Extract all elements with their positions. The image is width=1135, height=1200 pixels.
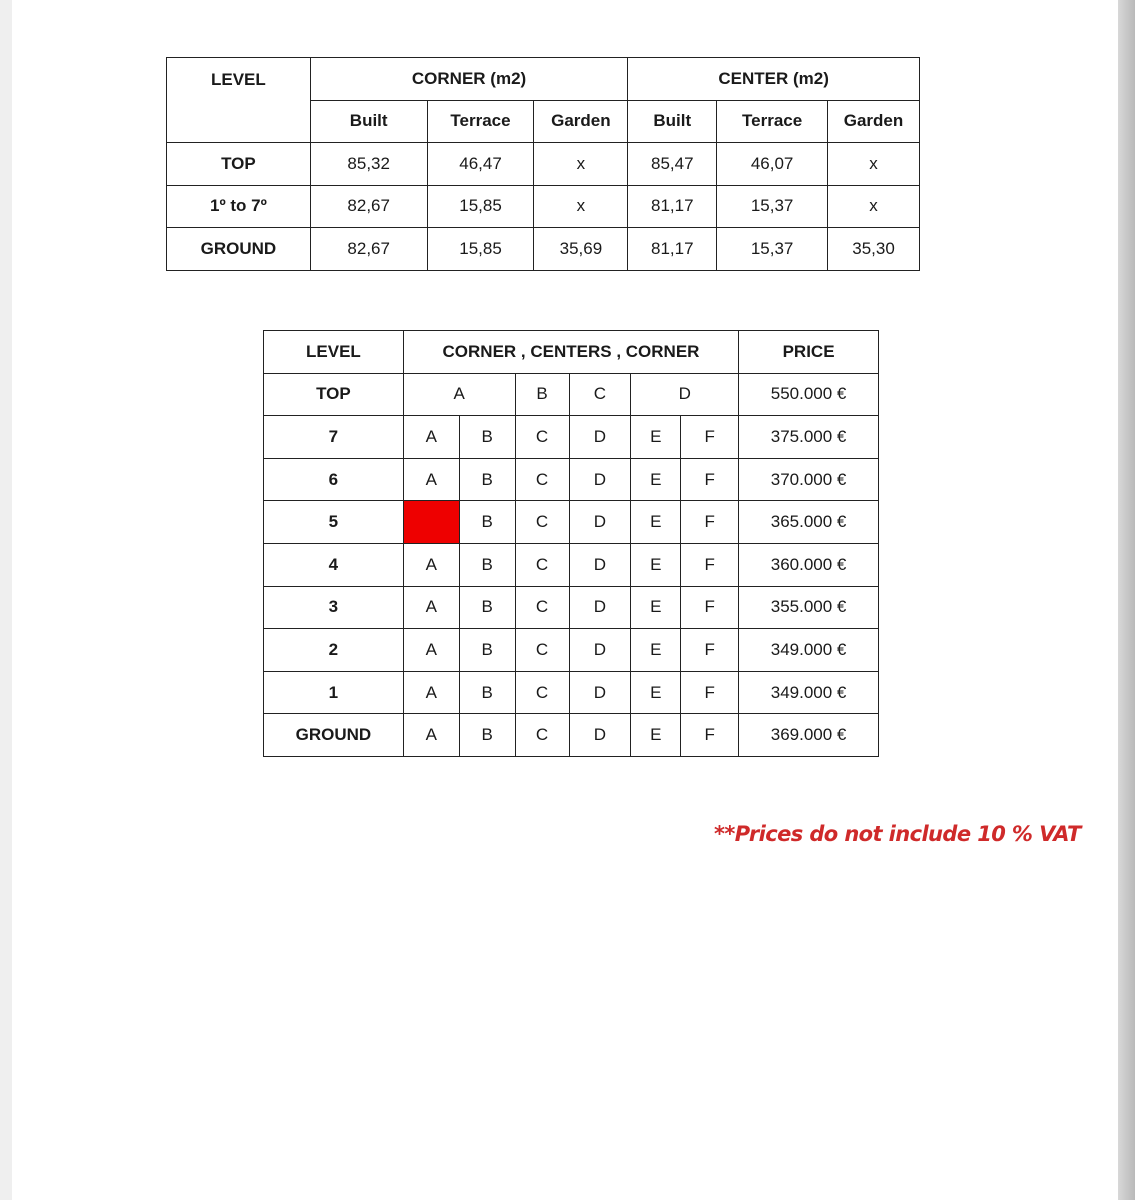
level-header: LEVEL [264,331,404,374]
scrollbar[interactable] [1118,0,1135,1200]
row-level: GROUND [264,714,404,757]
unit-cell: E [631,714,681,757]
column-header: Terrace [717,100,828,143]
price-cell: 360.000 € [739,543,879,586]
unit-cell: A [403,586,459,629]
unit-cell: D [631,373,739,416]
table-row [167,228,920,271]
unit-cell: C [569,373,631,416]
unit-cell: F [681,714,739,757]
unit-cell: E [631,629,681,672]
table-row [264,671,879,714]
unit-cell: C [515,671,569,714]
unit-cell: B [459,543,515,586]
column-header: Garden [534,100,628,143]
table-row [264,714,879,757]
table-cell: x [534,185,628,228]
table-row [167,143,920,186]
table-cell: 15,85 [427,228,534,271]
unit-cell: C [515,714,569,757]
price-cell: 349.000 € [739,629,879,672]
unit-cell: A [403,629,459,672]
unit-cell: B [459,629,515,672]
unit-cell: A [403,373,515,416]
unit-cell: B [459,586,515,629]
table-cell: 35,69 [534,228,628,271]
unit-cell: C [515,543,569,586]
unit-cell: A [403,543,459,586]
unit-cell: F [681,458,739,501]
unit-cell: D [569,714,631,757]
price-table [263,330,879,757]
price-header-row [264,331,879,374]
level-header: LEVEL [167,58,311,143]
price-cell: 355.000 € [739,586,879,629]
table-cell: 82,67 [310,185,427,228]
unit-cell: D [569,543,631,586]
unit-cell: E [631,416,681,459]
area-table [166,57,920,271]
unit-cell: F [681,416,739,459]
table-cell: x [828,143,920,186]
unit-cell: C [515,586,569,629]
price-cell: 550.000 € [739,373,879,416]
unit-cell: E [631,586,681,629]
unit-cell: B [459,416,515,459]
row-level: 6 [264,458,404,501]
table-cell: 46,47 [427,143,534,186]
row-level: TOP [167,143,311,186]
table-cell: 85,47 [628,143,717,186]
row-level: GROUND [167,228,311,271]
unit-cell: E [631,458,681,501]
unit-cell: B [459,501,515,544]
table-row [264,458,879,501]
unit-cell: D [569,629,631,672]
column-header: Terrace [427,100,534,143]
table-cell: 46,07 [717,143,828,186]
price-cell: 365.000 € [739,501,879,544]
price-cell: 349.000 € [739,671,879,714]
unit-cell: A [403,458,459,501]
column-header: Garden [828,100,920,143]
table-cell: 81,17 [628,185,717,228]
unit-cell: D [569,458,631,501]
row-level: 1º to 7º [167,185,311,228]
unit-cell: D [569,416,631,459]
price-cell: 370.000 € [739,458,879,501]
price-cell: 375.000 € [739,416,879,459]
unit-cell: F [681,671,739,714]
sold-unit-cell [403,501,459,544]
row-level: TOP [264,373,404,416]
table-row [264,629,879,672]
price-header: PRICE [739,331,879,374]
column-header: Built [310,100,427,143]
unit-cell: C [515,458,569,501]
column-header: Built [628,100,717,143]
table-cell: 15,37 [717,228,828,271]
row-level: 1 [264,671,404,714]
unit-cell: F [681,501,739,544]
unit-cell: E [631,543,681,586]
unit-cell: F [681,629,739,672]
unit-cell: F [681,586,739,629]
row-level: 4 [264,543,404,586]
table-row [264,543,879,586]
row-level: 3 [264,586,404,629]
area-header-row [167,58,920,101]
units-header: CORNER , CENTERS , CORNER [403,331,738,374]
unit-cell: A [403,671,459,714]
table-cell: 82,67 [310,228,427,271]
table-cell: 35,30 [828,228,920,271]
unit-cell: E [631,671,681,714]
unit-cell: B [515,373,569,416]
unit-cell: C [515,501,569,544]
unit-cell: B [459,458,515,501]
table-cell: 85,32 [310,143,427,186]
row-level: 2 [264,629,404,672]
table-row [264,586,879,629]
table-cell: x [534,143,628,186]
unit-cell: E [631,501,681,544]
vat-note: **Prices do not include 10 % VAT [714,822,1081,846]
table-cell: 15,85 [427,185,534,228]
price-cell: 369.000 € [739,714,879,757]
unit-cell: C [515,629,569,672]
unit-cell: D [569,586,631,629]
unit-cell: A [403,714,459,757]
table-cell: 15,37 [717,185,828,228]
unit-cell: D [569,671,631,714]
table-cell: x [828,185,920,228]
unit-cell: F [681,543,739,586]
table-row [167,185,920,228]
table-row [264,501,879,544]
unit-cell: B [459,714,515,757]
unit-cell: B [459,671,515,714]
center-header: CENTER (m2) [628,58,920,101]
corner-header: CORNER (m2) [310,58,628,101]
row-level: 7 [264,416,404,459]
table-row [264,416,879,459]
unit-cell: A [403,416,459,459]
row-level: 5 [264,501,404,544]
unit-cell: C [515,416,569,459]
table-row [264,373,879,416]
table-cell: 81,17 [628,228,717,271]
unit-cell: D [569,501,631,544]
